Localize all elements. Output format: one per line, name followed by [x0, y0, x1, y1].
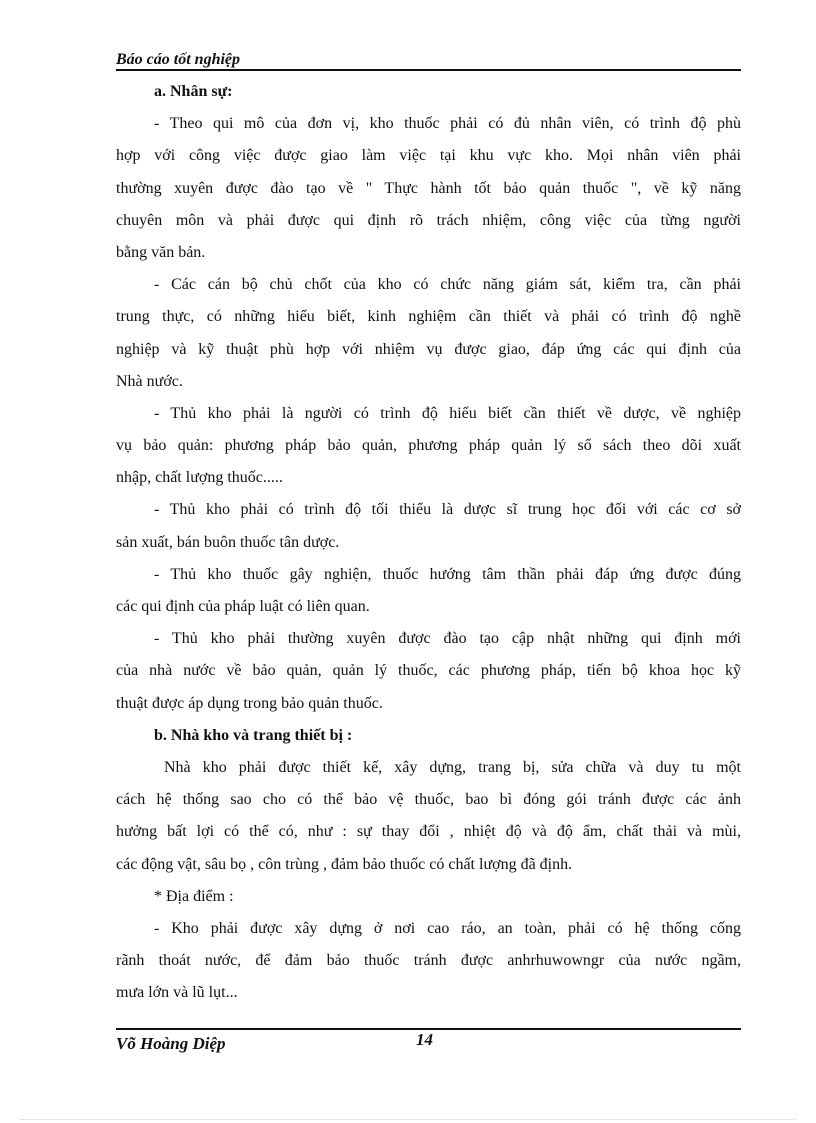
paragraph-line: thuật được áp dụng trong bảo quản thuốc.	[116, 694, 383, 712]
paragraph-line: mưa lớn và lũ lụt...	[116, 984, 238, 1002]
paragraph-line: các động vật, sâu bọ , côn trùng , đảm bảo thuốc có chất lượng đã định.	[116, 855, 573, 873]
paragraph-line: sản xuất, bán buôn thuốc tân dược.	[116, 533, 340, 551]
location-label: * Địa điểm :	[154, 887, 234, 905]
paragraph-line: - Thủ kho phải là người có trình độ hiểu biết cần thiết về dược, về nghiệp	[154, 404, 741, 422]
paragraph-line: nhập, chất lượng thuốc.....	[116, 469, 283, 487]
paragraph-line: hưởng bất lợi có thể có, như : sự thay đổi , nhiệt độ và độ ẩm, chất thải và mùi,	[116, 823, 741, 841]
paragraph-line: - Thủ kho phải thường xuyên được đào tạo cập nhật những qui định mới	[154, 630, 741, 648]
paragraph-line: rãnh thoát nước, để đảm bảo thuốc tránh được anhrhuwowngr của nước ngầm,	[116, 952, 741, 970]
paragraph-line: Nhà nước.	[116, 372, 183, 390]
paragraph-line: của nhà nước về bảo quản, quản lý thuốc, các phương pháp, tiến bộ khoa học kỹ	[116, 662, 741, 680]
paragraph-line: các qui định của pháp luật có liên quan.	[116, 598, 370, 615]
paragraph-line: vụ bảo quản: phương pháp bảo quản, phương pháp quản lý sổ sách theo dõi xuất	[116, 437, 741, 455]
page-header-title: Báo cáo tốt nghiệp	[116, 51, 241, 68]
paragraph-line: - Kho phải được xây dựng ở nơi cao ráo, an toàn, phải có hệ thống cống	[154, 919, 741, 937]
heading-warehouse: b. Nhà kho và trang thiết bị :	[154, 726, 353, 744]
paragraph-line: Nhà kho phải được thiết kế, xây dựng, trang bị, sửa chữa và duy tu một	[164, 758, 741, 776]
paragraph-line: trung thực, có những hiểu biết, kinh nghiệm cần thiết và phải có trình độ nghề	[116, 308, 741, 326]
paragraph-line: chuyên môn và phải được qui định rõ trách nhiệm, công việc của từng người	[116, 211, 741, 229]
paragraph-line: - Theo qui mô của đơn vị, kho thuốc phải có đủ nhân viên, có trình độ phù	[154, 115, 741, 133]
paragraph-line: nghiệp và kỹ thuật phù hợp với nhiệm vụ được giao, đáp ứng các qui định của	[116, 340, 741, 358]
paragraph-line: - Các cán bộ chủ chốt của kho có chức năng giám sát, kiểm tra, cần phải	[154, 276, 741, 294]
page-number: 14	[416, 1030, 433, 1049]
header-divider	[116, 69, 741, 71]
paragraph-line: - Thủ kho phải có trình độ tối thiểu là dược sĩ trung học đối với các cơ sở	[154, 501, 741, 519]
footer-author: Võ Hoàng Diệp	[116, 1034, 226, 1053]
page-bottom-border	[20, 1119, 796, 1120]
paragraph-line: bằng văn bản.	[116, 243, 206, 261]
paragraph-line: thường xuyên được đào tạo về " Thực hành tốt bảo quản thuốc ", về kỹ năng	[116, 179, 741, 197]
document-body	[116, 76, 741, 1009]
paragraph-line: hợp với công việc được giao làm việc tại khu vực kho. Mọi nhân viên phải	[116, 147, 741, 165]
paragraph-line: cách hệ thống sao cho có thể bảo vệ thuốc, bao bì đóng gói tránh được các ảnh	[116, 791, 741, 809]
heading-personnel: a. Nhân sự:	[154, 83, 233, 100]
paragraph-line: - Thủ kho thuốc gây nghiện, thuốc hướng tâm thần phải đáp ứng được đúng	[154, 565, 741, 583]
